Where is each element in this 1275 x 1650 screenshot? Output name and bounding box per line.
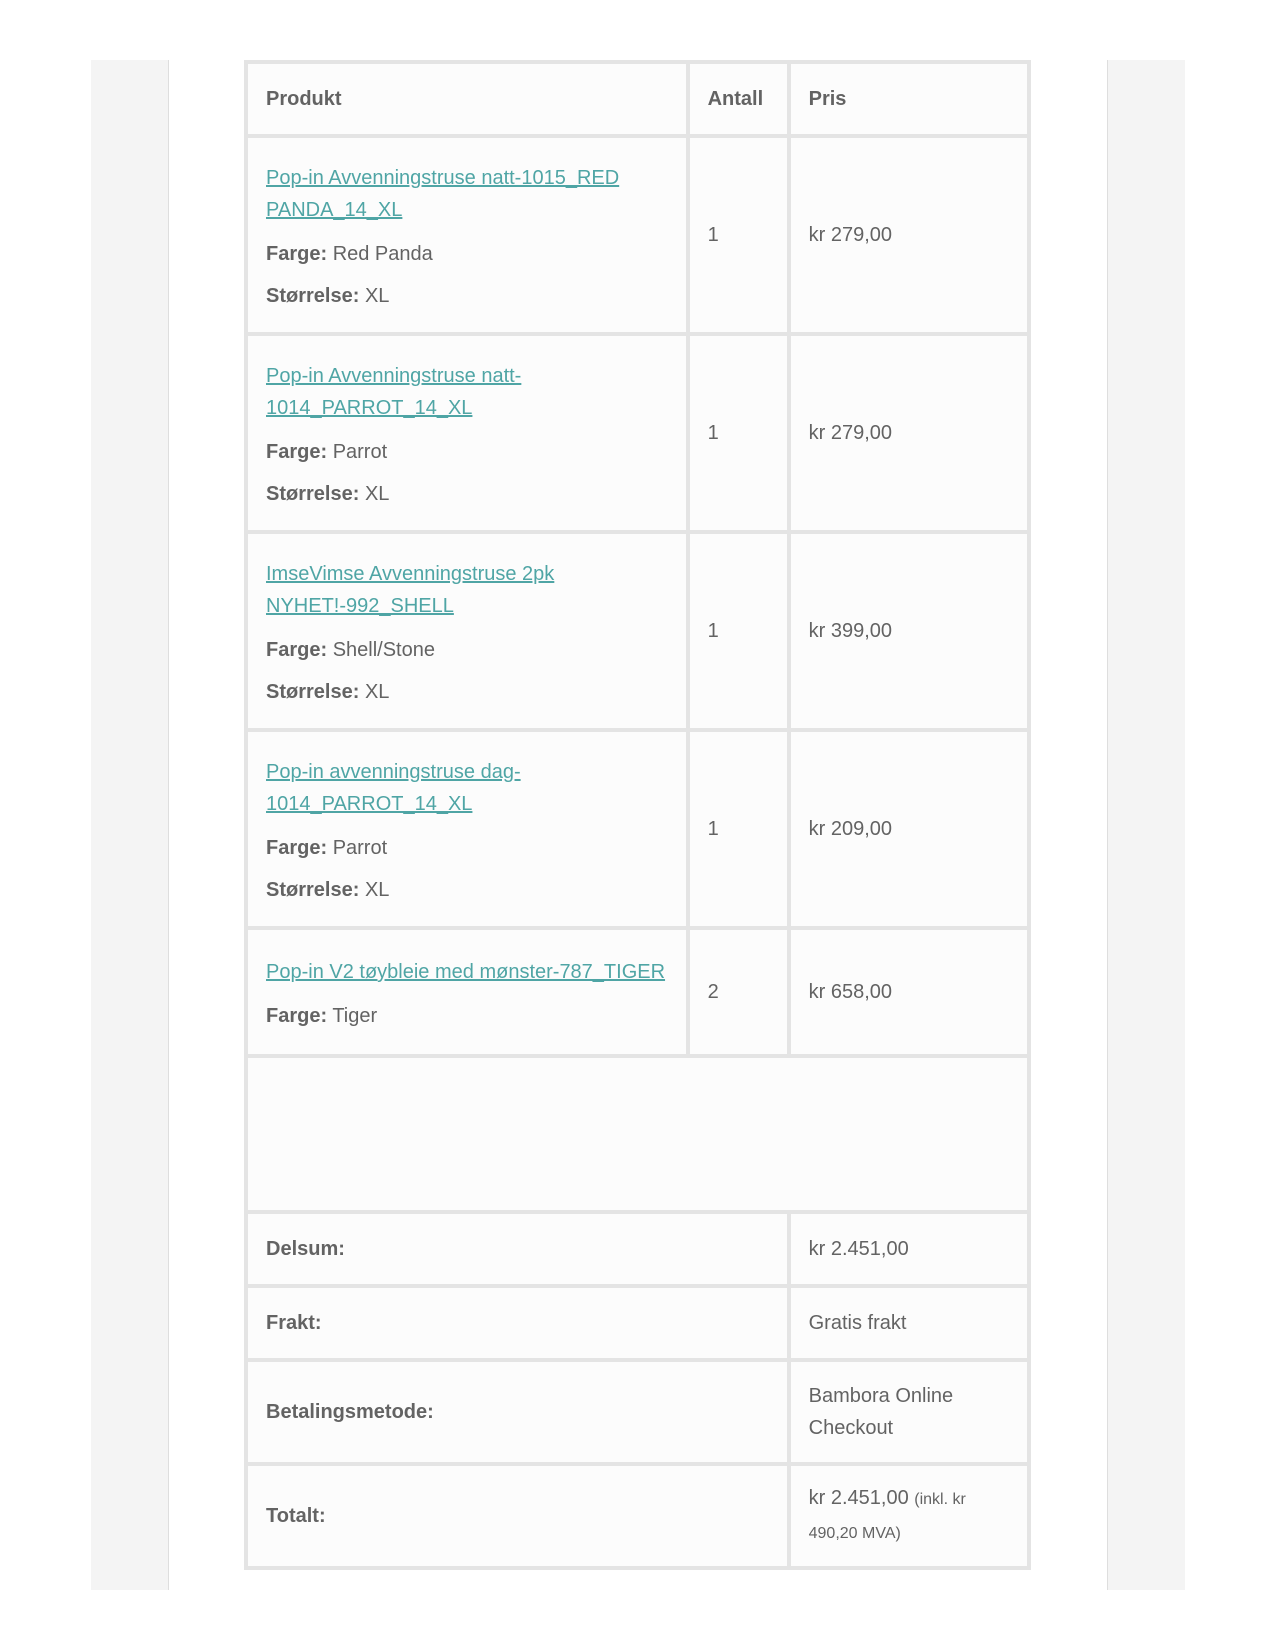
product-color: Farge: Parrot xyxy=(266,837,388,859)
subtotal-value: kr 2.451,00 xyxy=(791,1214,1027,1284)
product-cell xyxy=(248,930,686,1054)
total-tax: (inkl. kr 490,20 MVA) xyxy=(808,1491,966,1542)
product-size: Størrelse: XL xyxy=(266,681,390,703)
spacer-row xyxy=(248,1058,1027,1210)
price-cell: kr 658,00 xyxy=(791,930,1027,1054)
price-cell: kr 399,00 xyxy=(791,534,1027,728)
subtotal-row xyxy=(248,1214,1027,1284)
spacer-cell xyxy=(248,1058,1027,1210)
order-table xyxy=(244,60,1031,1570)
product-cell xyxy=(248,336,686,530)
price-cell: kr 279,00 xyxy=(791,138,1027,332)
table-row xyxy=(248,138,1027,332)
qty-cell: 1 xyxy=(690,138,787,332)
product-cell xyxy=(248,732,686,926)
table-row xyxy=(248,534,1027,728)
header-product: Produkt xyxy=(248,64,686,134)
subtotal-label: Delsum: xyxy=(248,1214,787,1284)
product-cell xyxy=(248,534,686,728)
shipping-label: Frakt: xyxy=(248,1288,787,1358)
total-row xyxy=(248,1466,1027,1566)
header-price: Pris xyxy=(791,64,1027,134)
payment-label: Betalingsmetode: xyxy=(248,1362,787,1462)
product-link[interactable]: ImseVimse Avvenningstruse 2pk NYHET!-992_SHELL xyxy=(266,563,555,617)
total-cell xyxy=(791,1466,1027,1566)
product-size: Størrelse: XL xyxy=(266,483,390,505)
price-cell: kr 209,00 xyxy=(791,732,1027,926)
product-cell xyxy=(248,138,686,332)
shipping-row xyxy=(248,1288,1027,1358)
qty-cell: 1 xyxy=(690,534,787,728)
product-link[interactable]: Pop-in avvenningstruse dag-1014_PARROT_14_XL xyxy=(266,761,521,815)
product-link[interactable]: Pop-in Avvenningstruse natt-1014_PARROT_14_XL xyxy=(266,365,522,419)
payment-value: Bambora Online Checkout xyxy=(791,1362,1027,1462)
header-row xyxy=(248,64,1027,134)
shipping-value: Gratis frakt xyxy=(791,1288,1027,1358)
price-cell: kr 279,00 xyxy=(791,336,1027,530)
product-link[interactable]: Pop-in Avvenningstruse natt-1015_RED PANDA_14_XL xyxy=(266,167,620,221)
qty-cell: 1 xyxy=(690,336,787,530)
payment-row xyxy=(248,1362,1027,1462)
product-link[interactable]: Pop-in V2 tøybleie med mønster-787_TIGER xyxy=(266,961,666,983)
product-color: Farge: Red Panda xyxy=(266,243,433,265)
product-color: Farge: Parrot xyxy=(266,441,388,463)
table-row xyxy=(248,336,1027,530)
total-label: Totalt: xyxy=(248,1466,787,1566)
qty-cell: 1 xyxy=(690,732,787,926)
header-qty: Antall xyxy=(690,64,787,134)
total-value: kr 2.451,00 xyxy=(808,1487,909,1509)
product-size: Størrelse: XL xyxy=(266,879,390,901)
table-row xyxy=(248,930,1027,1054)
product-color: Farge: Tiger xyxy=(266,1005,378,1027)
table-row xyxy=(248,732,1027,926)
product-size: Størrelse: XL xyxy=(266,285,390,307)
product-color: Farge: Shell/Stone xyxy=(266,639,435,661)
qty-cell: 2 xyxy=(690,930,787,1054)
